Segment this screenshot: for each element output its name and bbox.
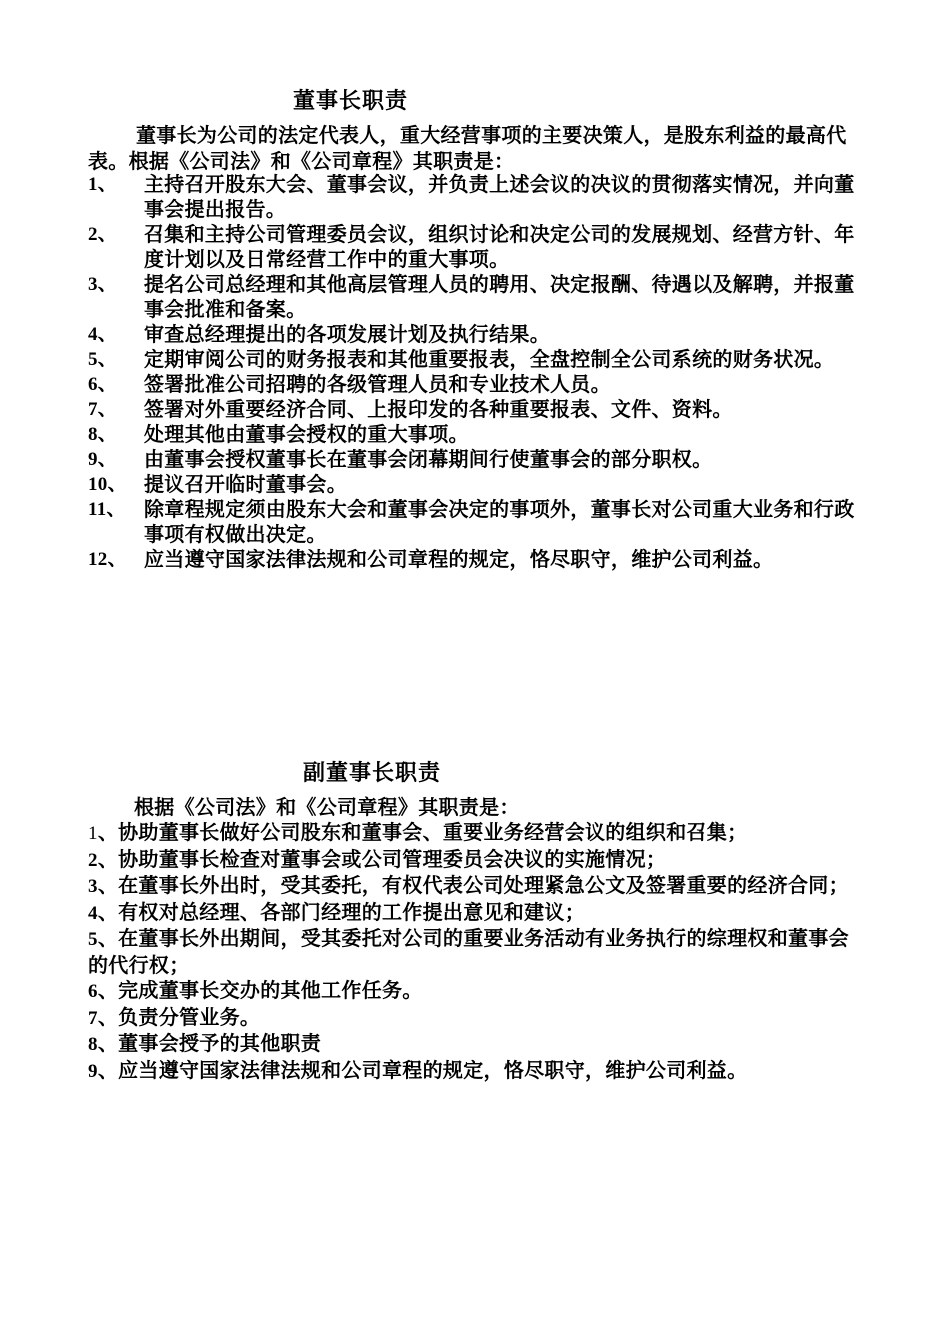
list-item (88, 497, 868, 547)
list-item-text: 处理其他由董事会授权的重大事项。 (144, 422, 469, 446)
list-item-number: 12、 (88, 549, 127, 570)
list-item (88, 873, 868, 900)
list-item (88, 422, 868, 447)
chairman-duties-list (88, 172, 868, 572)
list-item-number: 2 (88, 849, 98, 871)
list-item-text: 、有权对总经理、各部门经理的工作提出意见和建议； (97, 899, 586, 924)
list-item-number: 11、 (88, 499, 126, 520)
list-item (88, 900, 868, 927)
list-item-text: 由董事会授权董事长在董事会闭幕期间行使董事会的部分职权。 (144, 447, 713, 471)
list-item-number: 3、 (88, 274, 118, 295)
list-item-number: 7、 (88, 399, 118, 420)
list-item (88, 1031, 868, 1058)
list-item-text: 提名公司总经理和其他高层管理人员的聘用、决定报酬、待遇以及解聘，并报董事会批准和备案。 (144, 272, 855, 321)
list-item (88, 372, 868, 397)
list-item-number: 8、 (88, 424, 118, 445)
vice-chairman-duties-list (88, 820, 868, 1084)
list-item-text: 召集和主持公司管理委员会议，组织讨论和决定公司的发展规划、经营方针、年度计划以及日常经营工作中的重大事项。 (144, 222, 855, 271)
list-item-text: 、在董事长外出时，受其委托，有权代表公司处理紧急公文及签署重要的经济合同； (97, 873, 849, 897)
list-item (88, 172, 868, 222)
list-item (88, 926, 868, 978)
list-item-text: 签署批准公司招聘的各级管理人员和专业技术人员。 (144, 372, 611, 396)
list-item-number: 9、 (88, 449, 118, 470)
list-item (88, 222, 868, 272)
list-item (88, 397, 868, 422)
list-item (88, 1058, 868, 1085)
list-item (88, 978, 868, 1005)
list-item-text: 、董事会授予的其他职责 (97, 1031, 322, 1055)
list-item (88, 1005, 868, 1032)
list-item-number: 1、 (88, 174, 118, 195)
list-item-text: 、在董事长外出期间，受其委托对公司的重要业务活动有业务执行的综理权和董事会的代行权； (88, 926, 849, 977)
list-item (88, 272, 868, 322)
list-item-text: 、应当遵守国家法律法规和公司章程的规定，恪尽职守，维护公司利益。 (97, 1057, 748, 1082)
list-item-number: 6、 (88, 374, 118, 395)
list-item (88, 447, 868, 472)
list-item-number: 4 (88, 902, 98, 924)
list-item-number: 3 (88, 876, 98, 897)
list-item-number: 2、 (88, 224, 118, 245)
list-item-number: 7 (88, 1007, 98, 1029)
list-item (88, 847, 868, 874)
list-item (88, 472, 868, 497)
list-item-text: 除章程规定须由股东大会和董事会决定的事项外，董事长对公司重大业务和行政事项有权做出决定。 (144, 497, 855, 546)
list-item-text: 定期审阅公司的财务报表和其他重要报表，全盘控制全公司系统的财务状况。 (144, 347, 835, 371)
list-item-number: 10、 (88, 474, 127, 495)
list-item-number: 6 (88, 981, 98, 1002)
list-item-text: 、负责分管业务。 (97, 1004, 261, 1029)
list-item-text: 审查总经理提出的各项发展计划及执行结果。 (144, 322, 550, 346)
list-item-text: 应当遵守国家法律法规和公司章程的规定，恪尽职守，维护公司利益。 (144, 547, 774, 571)
list-item (88, 820, 868, 847)
list-item-number: 8 (88, 1034, 98, 1055)
list-item-text: 、协助董事长检查对董事会或公司管理委员会决议的实施情况； (97, 846, 667, 871)
list-item (88, 347, 868, 372)
list-item-number: 4、 (88, 324, 118, 345)
list-item-number: 9 (88, 1060, 98, 1082)
list-item-number: 5 (88, 929, 98, 950)
list-item-text: 提议召开临时董事会。 (144, 472, 347, 496)
list-item-text: 、完成董事长交办的其他工作任务。 (97, 978, 423, 1002)
section-title-vice-chairman: 副董事长职责 (303, 760, 442, 786)
section-intro-vice-chairman: 根据《公司法》和《公司章程》其职责是： (134, 795, 520, 819)
list-item-number: 5、 (88, 349, 118, 370)
list-item (88, 547, 868, 572)
section-title-chairman: 董事长职责 (293, 88, 409, 114)
section-intro-chairman: 董事长为公司的法定代表人，重大经营事项的主要决策人，是股东利益的最高代表。根据《公司法》和《公司章程》其职责是： (88, 123, 847, 173)
list-item-number: 1 (88, 823, 98, 844)
list-item (88, 322, 868, 347)
list-item-text: 主持召开股东大会、董事会议，并负责上述会议的决议的贯彻落实情况，并向董事会提出报告。 (144, 172, 855, 221)
list-item-text: 签署对外重要经济合同、上报印发的各种重要报表、文件、资料。 (144, 397, 733, 421)
list-item-text: 、协助董事长做好公司股东和董事会、重要业务经营会议的组织和召集； (97, 820, 748, 844)
